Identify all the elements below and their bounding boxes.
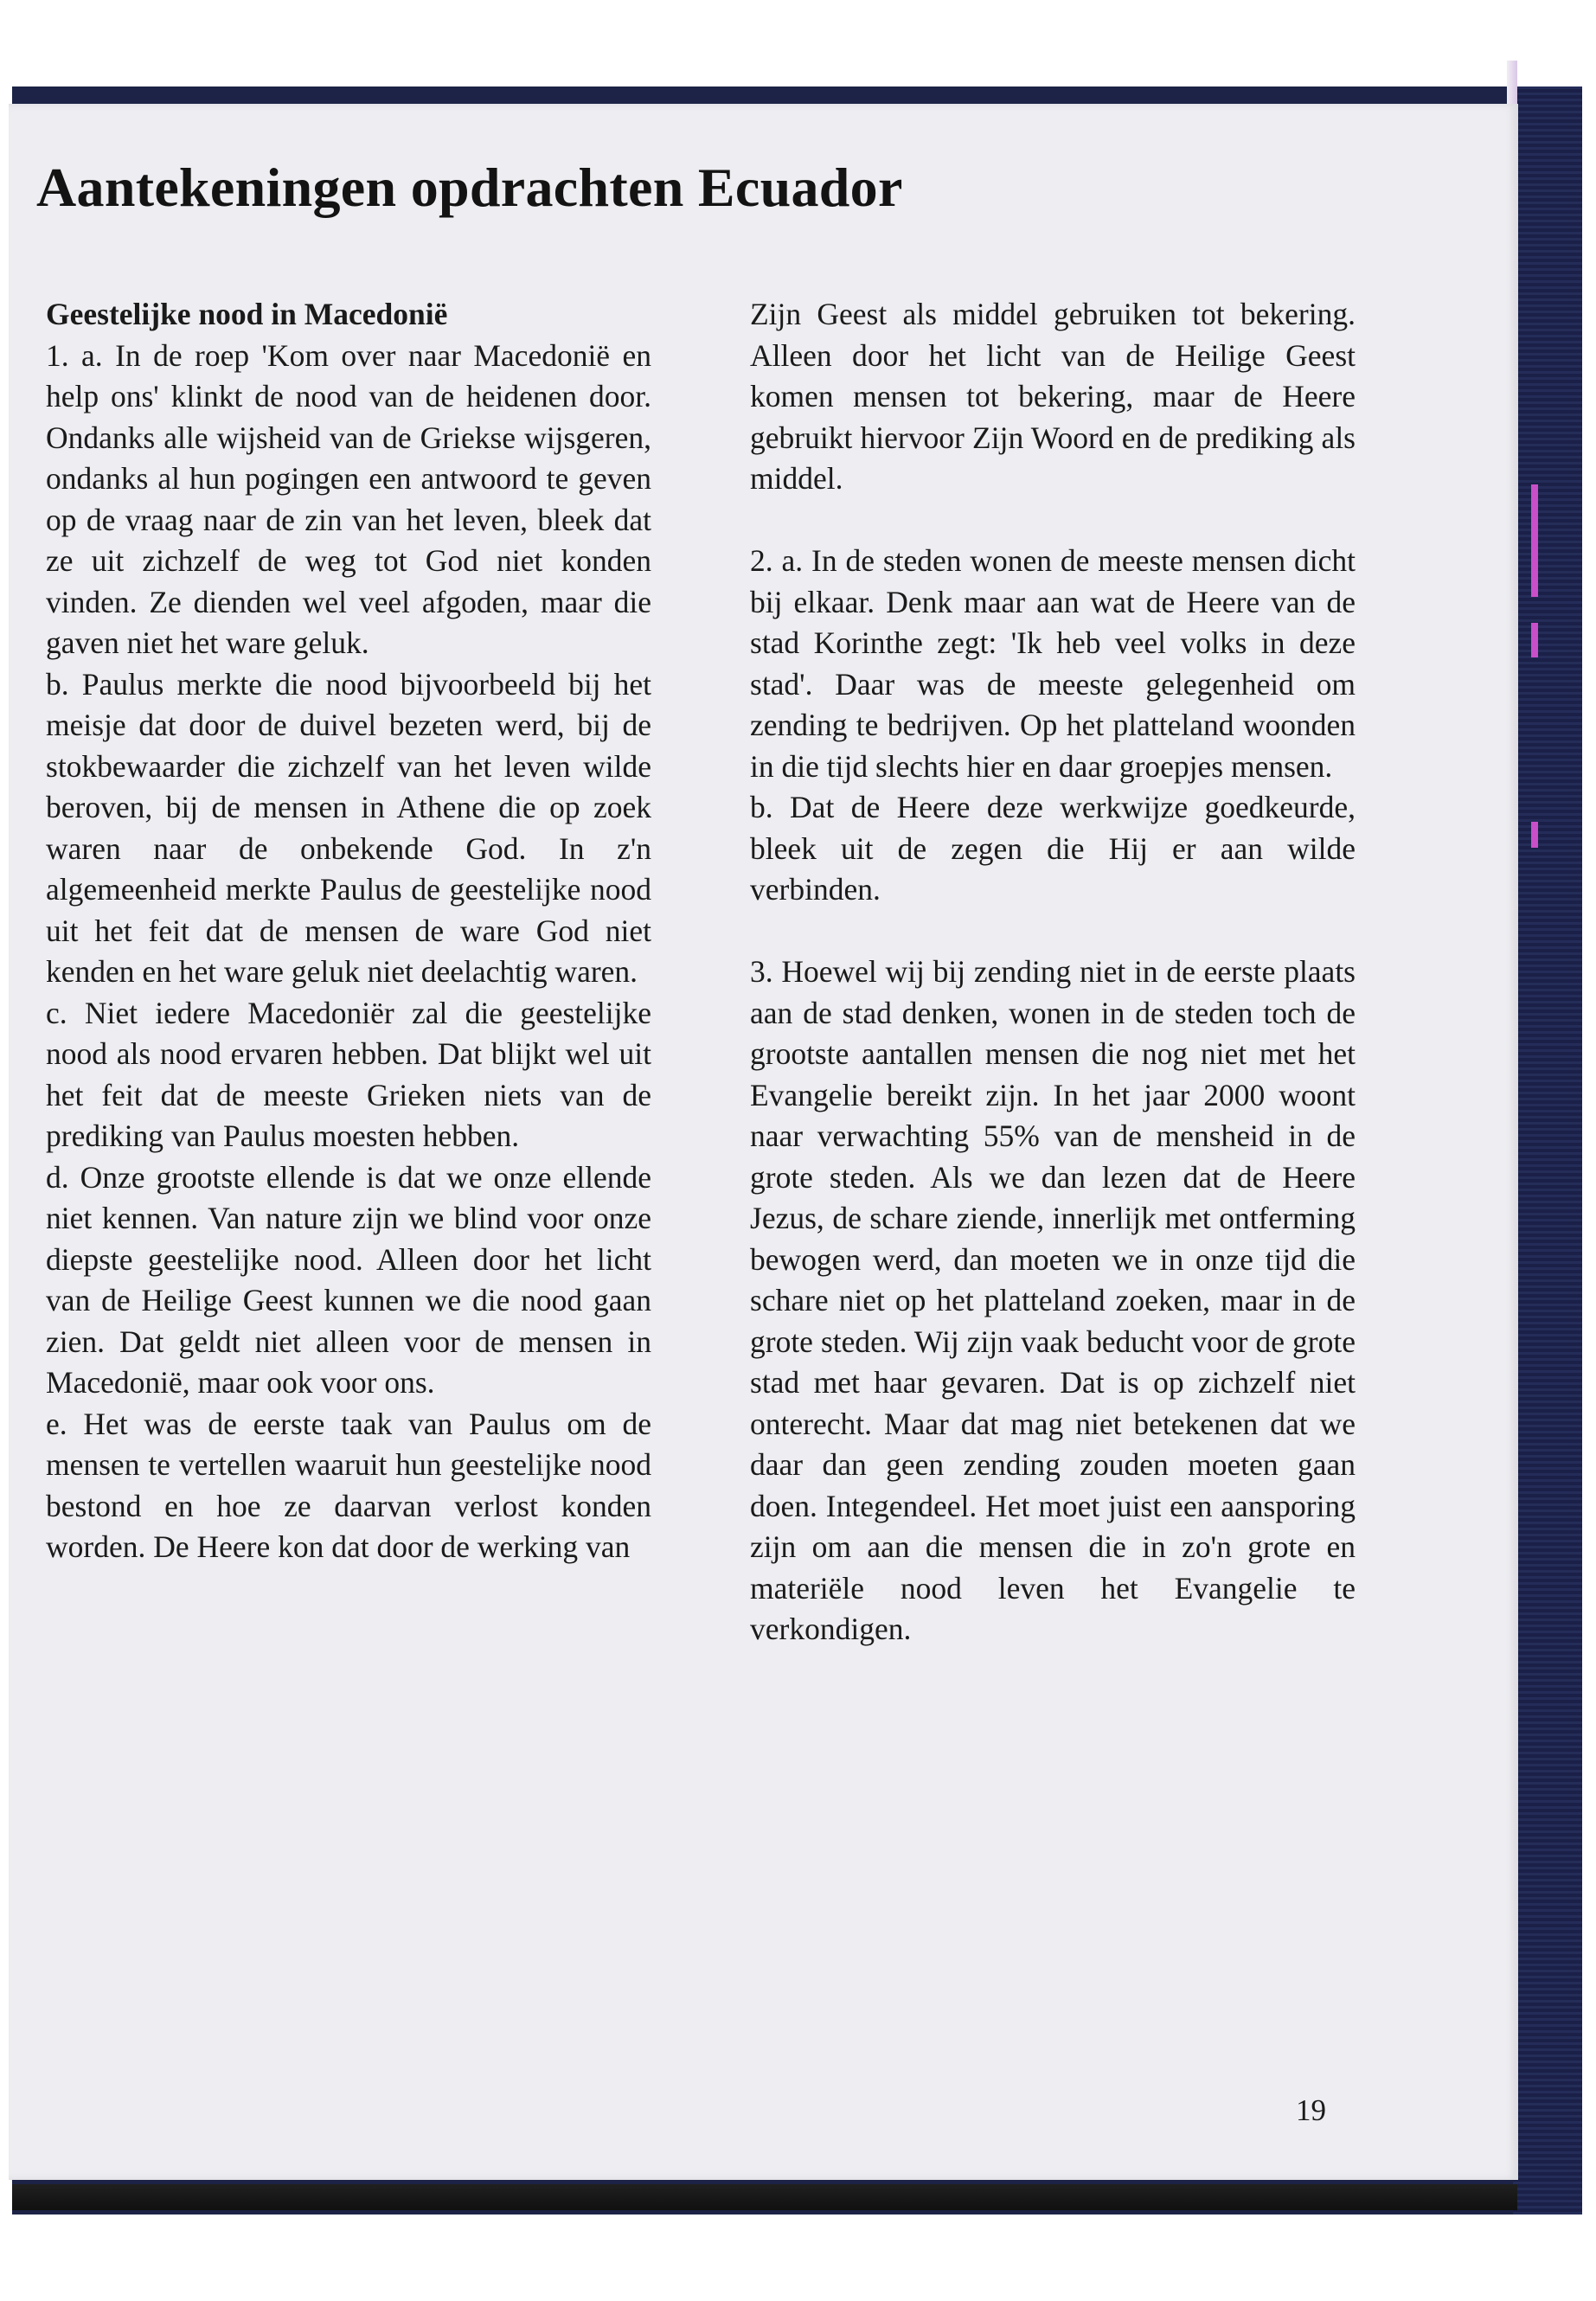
paragraph-1d: d. Onze grootste ellende is dat we onze ellende niet kennen. Van nature zijn we blind voor onze diepste geestelijke nood. Alleen door het licht van de Heilige Geest kunnen we die nood gaan zien. Dat geldt niet alleen voor de mensen in Macedonië, maar ook voor ons. xyxy=(46,1159,651,1400)
page-number: 19 xyxy=(1296,2093,1326,2127)
left-column xyxy=(46,294,651,1568)
scan-shadow xyxy=(12,2184,1517,2210)
book-spine xyxy=(1513,87,1582,2214)
section-heading: Geestelijke nood in Macedonië xyxy=(46,297,448,331)
page-title: Aantekeningen opdrachten Ecuador xyxy=(36,157,903,218)
paragraph-1b: b. Paulus merkte die nood bijvoorbeeld bij het meisje dat door de duivel bezeten werd, bij de stokbewaarder die zichzelf van het leven wilde beroven, bij de mensen in Athene die op zoek waren naar de onbekende God. In z'n algemeenheid merkte Paulus de geestelijke nood uit het feit dat de mensen de ware God niet kenden en het ware geluk niet deelachtig waren. xyxy=(46,666,651,989)
paragraph-2b: b. Dat de Heere deze werkwijze goedkeurde, bleek uit de zegen die Hij er aan wilde verbinden. xyxy=(750,790,1356,907)
color-mark xyxy=(1531,623,1538,657)
right-column xyxy=(750,294,1356,1650)
paragraph-2a: 2. a. In de steden wonen de meeste mensen dicht bij elkaar. Denk maar aan wat de Heere van de stad Korinthe zegt: 'Ik heb veel volks in deze stad'. Daar was de meeste gelegenheid om zending te bedrijven. Op het platteland woonden in die tijd slechts hier en daar groepjes mensen. xyxy=(750,543,1356,784)
paragraph-3: 3. Hoewel wij bij zending niet in de eerste plaats aan de stad denken, wonen in de steden toch de grootste aantallen mensen die nog niet met het Evangelie bereikt zijn. In het jaar 2000 woont naar verwachting 55% van de mensheid in de grote steden. Als we dan lezen dat de Heere Jezus, de schare ziende, innerlijk met ontferming bewogen werd, dan moeten we in onze tijd die schare niet op het platteland zoeken, maar in de grote steden. Wij zijn vaak beducht voor de grote stad met haar gevaren. Dat is op zichzelf niet onterecht. Maar dat mag niet betekenen dat we daar dan geen zending zouden moeten gaan doen. Integendeel. Het moet juist een aansporing zijn om aan die mensen die in zo'n grote en materiële nood leven het Evangelie te verkondigen. xyxy=(750,954,1356,1646)
paragraph-1e: e. Het was de eerste taak van Paulus om de mensen te vertellen waaruit hun geestelijke nood bestond en hoe ze daarvan verlost konden worden. De Heere kon dat door de werking van xyxy=(46,1406,651,1564)
color-mark xyxy=(1531,484,1538,597)
paragraph-1c: c. Niet iedere Macedoniër zal die geestelijke nood als nood ervaren hebben. Dat blijkt wel uit het feit dat de meeste Grieken niets van de prediking van Paulus moesten hebben. xyxy=(46,995,651,1153)
paragraph-1e-continued: Zijn Geest als middel gebruiken tot bekering. Alleen door het licht van de Heilige Geest komen mensen tot bekering, maar de Heere gebruikt hiervoor Zijn Woord en de prediking als middel. xyxy=(750,297,1356,496)
color-mark xyxy=(1531,822,1538,848)
paragraph-1a: 1. a. In de roep 'Kom over naar Macedonië en help ons' klinkt de nood van de heidenen door. Ondanks alle wijsheid van de Griekse wijsgeren, ondanks al hun pogingen een antwoord te geven op de vraag naar de zin van het leven, bleek dat ze uit zichzelf de weg tot God niet konden vinden. Ze dienden wel veel afgoden, maar die gaven niet het ware geluk. xyxy=(46,337,651,660)
